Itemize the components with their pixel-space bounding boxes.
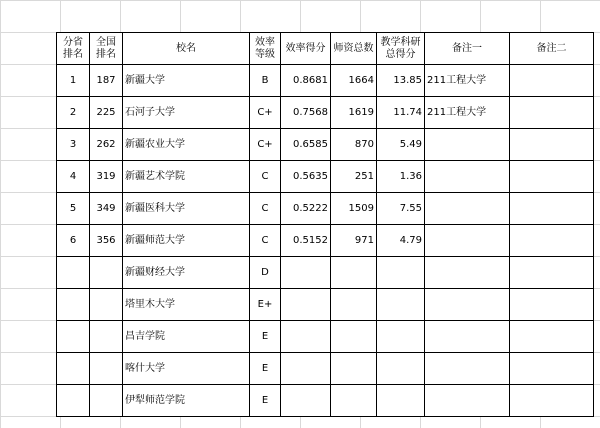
header-efficiency-score[interactable]: 效率得分 bbox=[281, 33, 331, 65]
cell-school-name[interactable]: 喀什大学 bbox=[123, 353, 250, 385]
cell-remark1[interactable] bbox=[425, 353, 510, 385]
cell-efficiency-score[interactable] bbox=[281, 385, 331, 417]
cell-faculty-total[interactable] bbox=[331, 289, 377, 321]
table-row bbox=[57, 257, 594, 289]
cell-national-rank[interactable] bbox=[90, 321, 123, 353]
cell-efficiency-grade[interactable]: C+ bbox=[250, 129, 281, 161]
cell-efficiency-score[interactable]: 0.8681 bbox=[281, 65, 331, 97]
table-row bbox=[57, 97, 594, 129]
cell-remark2[interactable] bbox=[510, 161, 594, 193]
cell-faculty-total[interactable]: 870 bbox=[331, 129, 377, 161]
cell-teaching-research-score[interactable]: 11.74 bbox=[377, 97, 425, 129]
cell-school-name[interactable]: 伊犁师范学院 bbox=[123, 385, 250, 417]
cell-school-name[interactable]: 新疆财经大学 bbox=[123, 257, 250, 289]
header-faculty-total[interactable]: 师资总数 bbox=[331, 33, 377, 65]
table-row bbox=[57, 289, 594, 321]
header-school-name[interactable]: 校名 bbox=[123, 33, 250, 65]
cell-teaching-research-score[interactable] bbox=[377, 289, 425, 321]
cell-efficiency-grade[interactable]: E bbox=[250, 321, 281, 353]
header-national-rank[interactable]: 全国排名 bbox=[90, 33, 123, 65]
cell-teaching-research-score[interactable]: 1.36 bbox=[377, 161, 425, 193]
cell-efficiency-score[interactable]: 0.7568 bbox=[281, 97, 331, 129]
cell-national-rank[interactable]: 319 bbox=[90, 161, 123, 193]
cell-efficiency-score[interactable]: 0.5635 bbox=[281, 161, 331, 193]
cell-national-rank[interactable]: 225 bbox=[90, 97, 123, 129]
cell-national-rank[interactable]: 356 bbox=[90, 225, 123, 257]
cell-prov-rank[interactable]: 2 bbox=[57, 97, 90, 129]
table-row bbox=[57, 321, 594, 353]
cell-prov-rank[interactable]: 5 bbox=[57, 193, 90, 225]
cell-prov-rank[interactable] bbox=[57, 289, 90, 321]
cell-remark1[interactable] bbox=[425, 321, 510, 353]
cell-remark2[interactable] bbox=[510, 385, 594, 417]
cell-prov-rank[interactable] bbox=[57, 353, 90, 385]
cell-school-name[interactable]: 新疆师范大学 bbox=[123, 225, 250, 257]
cell-efficiency-score[interactable] bbox=[281, 289, 331, 321]
cell-faculty-total[interactable] bbox=[331, 353, 377, 385]
cell-faculty-total[interactable] bbox=[331, 257, 377, 289]
cell-efficiency-grade[interactable]: C bbox=[250, 161, 281, 193]
cell-national-rank[interactable]: 349 bbox=[90, 193, 123, 225]
cell-efficiency-grade[interactable]: C+ bbox=[250, 97, 281, 129]
cell-remark1[interactable] bbox=[425, 161, 510, 193]
ranking-table bbox=[56, 32, 594, 417]
cell-remark2[interactable] bbox=[510, 97, 594, 129]
cell-national-rank[interactable]: 187 bbox=[90, 65, 123, 97]
cell-faculty-total[interactable]: 251 bbox=[331, 161, 377, 193]
cell-remark1[interactable] bbox=[425, 385, 510, 417]
cell-teaching-research-score[interactable] bbox=[377, 257, 425, 289]
cell-school-name[interactable]: 新疆医科大学 bbox=[123, 193, 250, 225]
cell-remark1[interactable] bbox=[425, 289, 510, 321]
cell-remark2[interactable] bbox=[510, 321, 594, 353]
header-remark1[interactable]: 备注一 bbox=[425, 33, 510, 65]
cell-efficiency-grade[interactable]: C bbox=[250, 193, 281, 225]
cell-faculty-total[interactable]: 1509 bbox=[331, 193, 377, 225]
cell-efficiency-score[interactable]: 0.6585 bbox=[281, 129, 331, 161]
cell-school-name[interactable]: 石河子大学 bbox=[123, 97, 250, 129]
cell-faculty-total[interactable]: 1664 bbox=[331, 65, 377, 97]
cell-school-name[interactable]: 塔里木大学 bbox=[123, 289, 250, 321]
cell-teaching-research-score[interactable]: 4.79 bbox=[377, 225, 425, 257]
table-row bbox=[57, 225, 594, 257]
cell-prov-rank[interactable] bbox=[57, 385, 90, 417]
cell-efficiency-score[interactable] bbox=[281, 321, 331, 353]
cell-remark2[interactable] bbox=[510, 65, 594, 97]
header-efficiency-grade[interactable]: 效率等级 bbox=[250, 33, 281, 65]
header-teaching-research-score[interactable]: 教学科研总得分 bbox=[377, 33, 425, 65]
cell-efficiency-grade[interactable]: D bbox=[250, 257, 281, 289]
cell-remark1[interactable]: 211工程大学 bbox=[425, 97, 510, 129]
cell-faculty-total[interactable] bbox=[331, 385, 377, 417]
cell-teaching-research-score[interactable] bbox=[377, 321, 425, 353]
table-row bbox=[57, 129, 594, 161]
cell-prov-rank[interactable] bbox=[57, 257, 90, 289]
cell-efficiency-grade[interactable]: E bbox=[250, 385, 281, 417]
table-row bbox=[57, 193, 594, 225]
cell-prov-rank[interactable]: 4 bbox=[57, 161, 90, 193]
cell-teaching-research-score[interactable]: 13.85 bbox=[377, 65, 425, 97]
table-row bbox=[57, 385, 594, 417]
cell-national-rank[interactable]: 262 bbox=[90, 129, 123, 161]
cell-faculty-total[interactable] bbox=[331, 321, 377, 353]
cell-remark1[interactable] bbox=[425, 193, 510, 225]
cell-remark1[interactable] bbox=[425, 257, 510, 289]
cell-national-rank[interactable] bbox=[90, 353, 123, 385]
cell-remark2[interactable] bbox=[510, 289, 594, 321]
cell-school-name[interactable]: 新疆艺术学院 bbox=[123, 161, 250, 193]
cell-remark2[interactable] bbox=[510, 225, 594, 257]
header-prov-rank[interactable]: 分省排名 bbox=[57, 33, 90, 65]
cell-school-name[interactable]: 新疆大学 bbox=[123, 65, 250, 97]
cell-national-rank[interactable] bbox=[90, 385, 123, 417]
cell-prov-rank[interactable]: 6 bbox=[57, 225, 90, 257]
cell-school-name[interactable]: 新疆农业大学 bbox=[123, 129, 250, 161]
cell-remark2[interactable] bbox=[510, 193, 594, 225]
cell-efficiency-score[interactable] bbox=[281, 353, 331, 385]
cell-teaching-research-score[interactable]: 7.55 bbox=[377, 193, 425, 225]
table-row bbox=[57, 353, 594, 385]
cell-remark1[interactable] bbox=[425, 225, 510, 257]
cell-efficiency-grade[interactable]: E bbox=[250, 353, 281, 385]
cell-prov-rank[interactable]: 1 bbox=[57, 65, 90, 97]
cell-school-name[interactable]: 昌吉学院 bbox=[123, 321, 250, 353]
cell-teaching-research-score[interactable]: 5.49 bbox=[377, 129, 425, 161]
cell-efficiency-score[interactable] bbox=[281, 257, 331, 289]
cell-remark2[interactable] bbox=[510, 353, 594, 385]
cell-efficiency-grade[interactable]: E+ bbox=[250, 289, 281, 321]
cell-remark1[interactable]: 211工程大学 bbox=[425, 65, 510, 97]
cell-national-rank[interactable] bbox=[90, 289, 123, 321]
header-remark2[interactable]: 备注二 bbox=[510, 33, 594, 65]
cell-faculty-total[interactable]: 1619 bbox=[331, 97, 377, 129]
table-row bbox=[57, 161, 594, 193]
cell-national-rank[interactable] bbox=[90, 257, 123, 289]
cell-efficiency-grade[interactable]: B bbox=[250, 65, 281, 97]
cell-prov-rank[interactable]: 3 bbox=[57, 129, 90, 161]
cell-prov-rank[interactable] bbox=[57, 321, 90, 353]
cell-efficiency-score[interactable]: 0.5152 bbox=[281, 225, 331, 257]
table-row bbox=[57, 65, 594, 97]
cell-teaching-research-score[interactable] bbox=[377, 385, 425, 417]
header-row bbox=[57, 33, 594, 65]
cell-efficiency-grade[interactable]: C bbox=[250, 225, 281, 257]
cell-efficiency-score[interactable]: 0.5222 bbox=[281, 193, 331, 225]
cell-faculty-total[interactable]: 971 bbox=[331, 225, 377, 257]
cell-remark1[interactable] bbox=[425, 129, 510, 161]
cell-remark2[interactable] bbox=[510, 129, 594, 161]
cell-remark2[interactable] bbox=[510, 257, 594, 289]
cell-teaching-research-score[interactable] bbox=[377, 353, 425, 385]
